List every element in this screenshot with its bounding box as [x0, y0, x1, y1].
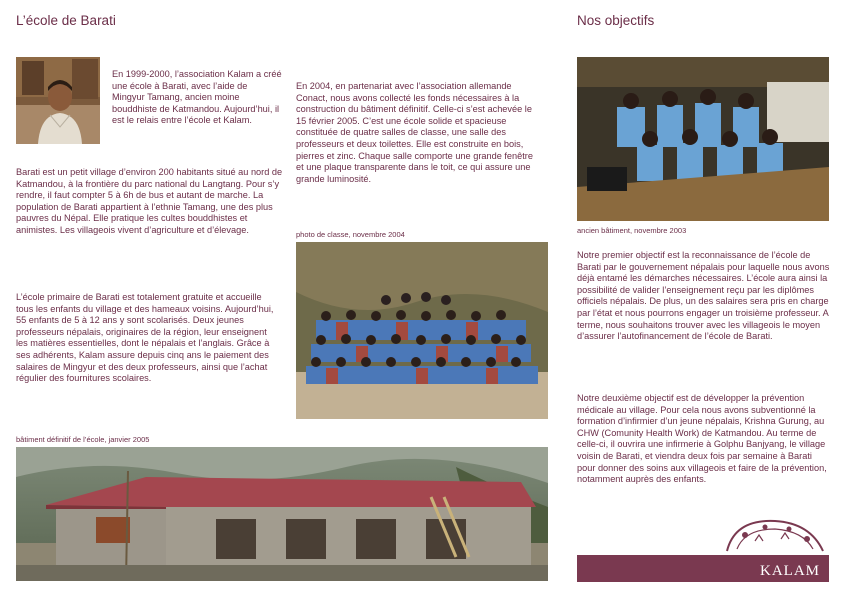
building-photo-caption: bâtiment définitif de l’école, janvier 2005	[16, 435, 150, 444]
second-objective-paragraph: Notre deuxième objectif est de développer la prévention médicale au village. Pour cela nous avons subventionné la formation d’infirmier d’un jeune népalais, Krishna Gurung, au CHW (Comunity Health Work) de Katmandou. Au terme de celle-ci, il ouvrira une infirmerie à Golphu Banjyang, le village voisin de Barati, et viendra deux fois par semaine à Barati pour donner des soins aux villageois et faire de la prévention, notamment auprès des enfants.	[577, 393, 827, 485]
intro-paragraph: En 1999-2000, l’association Kalam a créé une école à Barati, avec l’aide de Mingyur Tamang, ancien moine bouddhiste de Katmandou. Aujourd’hui, il est le relais entre l’école et Kalam.	[112, 69, 282, 126]
school-building-photo	[16, 447, 548, 581]
kalam-logo-text: KALAM	[760, 563, 820, 579]
right-section-title: Nos objectifs	[577, 13, 655, 28]
village-paragraph: Barati est un petit village d’environ 200 habitants situé au nord de Katmandou, à la frontière du parc national du Langtang. Pour s’y rendre, il faut compter 5 à 6h de bus et autant de marche. La population de Barati appartient à l’ethnie Tamang, une des plus pauvres du Népal. Elle pratique les cultes bouddhistes et animistes. Les villageois vivent d’agriculture et d’élevage.	[16, 167, 283, 235]
mingyur-portrait-photo	[16, 57, 100, 144]
construction-paragraph: En 2004, en partenariat avec l’association allemande Conact, nous avons collecté les fonds nécessaires à la construction du bâtiment définitif. Celle-ci s’est achevée le 15 février 2005. C’est une école solide et spacieuse constituée de quatre salles de classe, une salle des professeurs et deux toilettes. Elle est construite en bois, pierres et zinc. Chaque salle comporte une grande fenêtre et une plaque transparente dans le toit, ce qui assure une grande luminosité.	[296, 81, 533, 184]
school-paragraph: L’école primaire de Barati est totalement gratuite et accueille tous les enfants du village et des hameaux voisins. Aujourd’hui, 55 enfants de 5 à 12 ans y sont scolarisés. Deux jeunes professeurs népalais, originaires de la région, leur enseignent les matières essentielles, dont le népalais et l’anglais. Grâce à ses adhérents, Kalam assure depuis cinq ans le paiement des salaires de Mingyur et des deux professeurs, ainsi que l’achat régulier des fournitures scolaires.	[16, 292, 274, 384]
class-photo	[296, 242, 548, 419]
kalam-logo-drawing	[715, 511, 830, 559]
class-photo-caption: photo de classe, novembre 2004	[296, 230, 405, 239]
left-section-title: L’école de Barati	[16, 13, 116, 28]
first-objective-paragraph: Notre premier objectif est la reconnaissance de l’école de Barati par le gouvernement népalais pour laquelle nous avons déjà entamé les démarches nécessaires. L’école aura ainsi la possibilité de valider l’enseignement reçu par les diplômes officiels népalais. De plus, un des salaires sera pris en charge par l’état et nous pourrons engager un troisième professeur. A terme, nous souhaitons trouver avec les villageois le moyen d’assurer l’autofinancement de l’école de Barati.	[577, 250, 830, 342]
old-building-photo	[577, 57, 829, 221]
old-building-caption: ancien bâtiment, novembre 2003	[577, 226, 687, 235]
